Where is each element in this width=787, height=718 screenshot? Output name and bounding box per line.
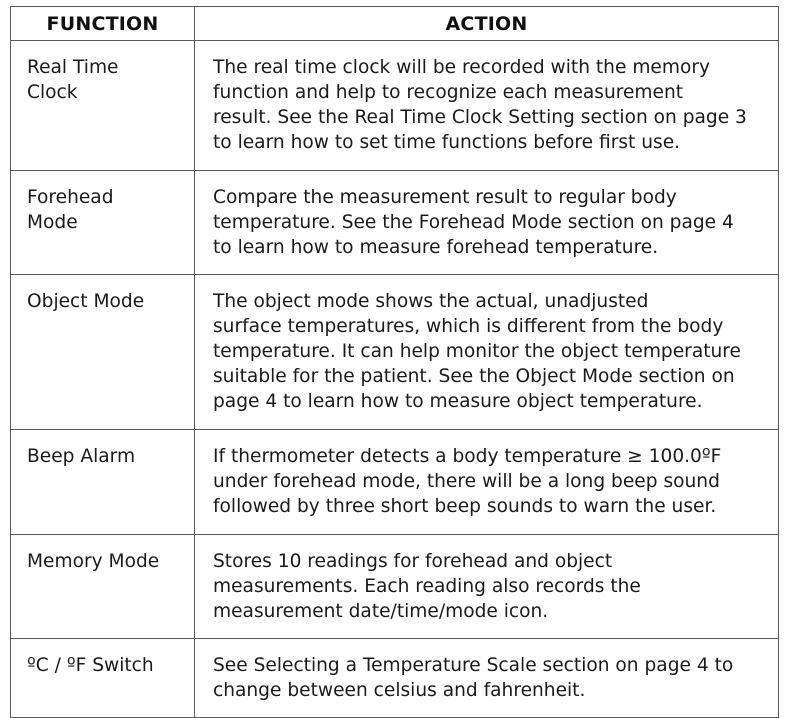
table-row xyxy=(11,535,779,639)
action-cell xyxy=(195,171,779,275)
table-header-row xyxy=(11,7,779,41)
action-text: See Selecting a Temperature Scale section on page 4 to xyxy=(213,655,734,676)
action-text: suitable for the patient. See the Object Mode section on xyxy=(213,366,735,387)
action-text: measurements. Each reading also records the xyxy=(213,576,641,597)
action-text: The object mode shows the actual, unadjusted xyxy=(213,291,649,312)
column-header-action: ACTION xyxy=(195,7,779,41)
function-text: Clock xyxy=(27,82,78,103)
function-cell xyxy=(11,41,195,171)
table-row xyxy=(11,275,779,430)
function-cell xyxy=(11,430,195,535)
action-text: result. See the Real Time Clock Setting section on page 3 xyxy=(213,107,747,128)
function-cell xyxy=(11,535,195,639)
action-cell xyxy=(195,430,779,535)
action-text: followed by three short beep sounds to warn the user. xyxy=(213,496,717,517)
function-text: Mode xyxy=(27,212,78,233)
action-cell xyxy=(195,275,779,430)
action-text: temperature. It can help monitor the object temperature xyxy=(213,341,741,362)
table-row xyxy=(11,430,779,535)
table-row xyxy=(11,41,779,171)
action-text: temperature. See the Forehead Mode section on page 4 xyxy=(213,212,734,233)
action-cell xyxy=(195,41,779,171)
function-cell xyxy=(11,275,195,430)
function-text: ºC / ºF Switch xyxy=(27,655,154,676)
function-action-table xyxy=(10,6,779,718)
action-text: function and help to recognize each measurement xyxy=(213,82,684,103)
action-text: page 4 to learn how to measure object temperature. xyxy=(213,391,703,412)
function-text: Beep Alarm xyxy=(27,446,136,467)
action-text: Compare the measurement result to regular body xyxy=(213,187,677,208)
function-cell xyxy=(11,171,195,275)
action-text: Stores 10 readings for forehead and object xyxy=(213,551,613,572)
action-text: under forehead mode, there will be a long beep sound xyxy=(213,471,720,492)
function-text: Real Time xyxy=(27,57,119,78)
action-text: If thermometer detects a body temperature ≥ 100.0ºF xyxy=(213,446,722,467)
action-text: The real time clock will be recorded with the memory xyxy=(213,57,711,78)
function-text: Forehead xyxy=(27,187,114,208)
action-text: surface temperatures, which is different from the body xyxy=(213,316,724,337)
column-header-function: FUNCTION xyxy=(11,7,195,41)
function-text: Object Mode xyxy=(27,291,145,312)
action-text: to learn how to set time functions before first use. xyxy=(213,132,681,153)
action-text: change between celsius and fahrenheit. xyxy=(213,680,586,701)
function-text: Memory Mode xyxy=(27,551,160,572)
function-cell xyxy=(11,639,195,718)
action-text: measurement date/time/mode icon. xyxy=(213,601,549,622)
action-text: to learn how to measure forehead temperature. xyxy=(213,237,659,258)
table-row xyxy=(11,171,779,275)
action-cell xyxy=(195,639,779,718)
action-cell xyxy=(195,535,779,639)
table-row xyxy=(11,639,779,718)
